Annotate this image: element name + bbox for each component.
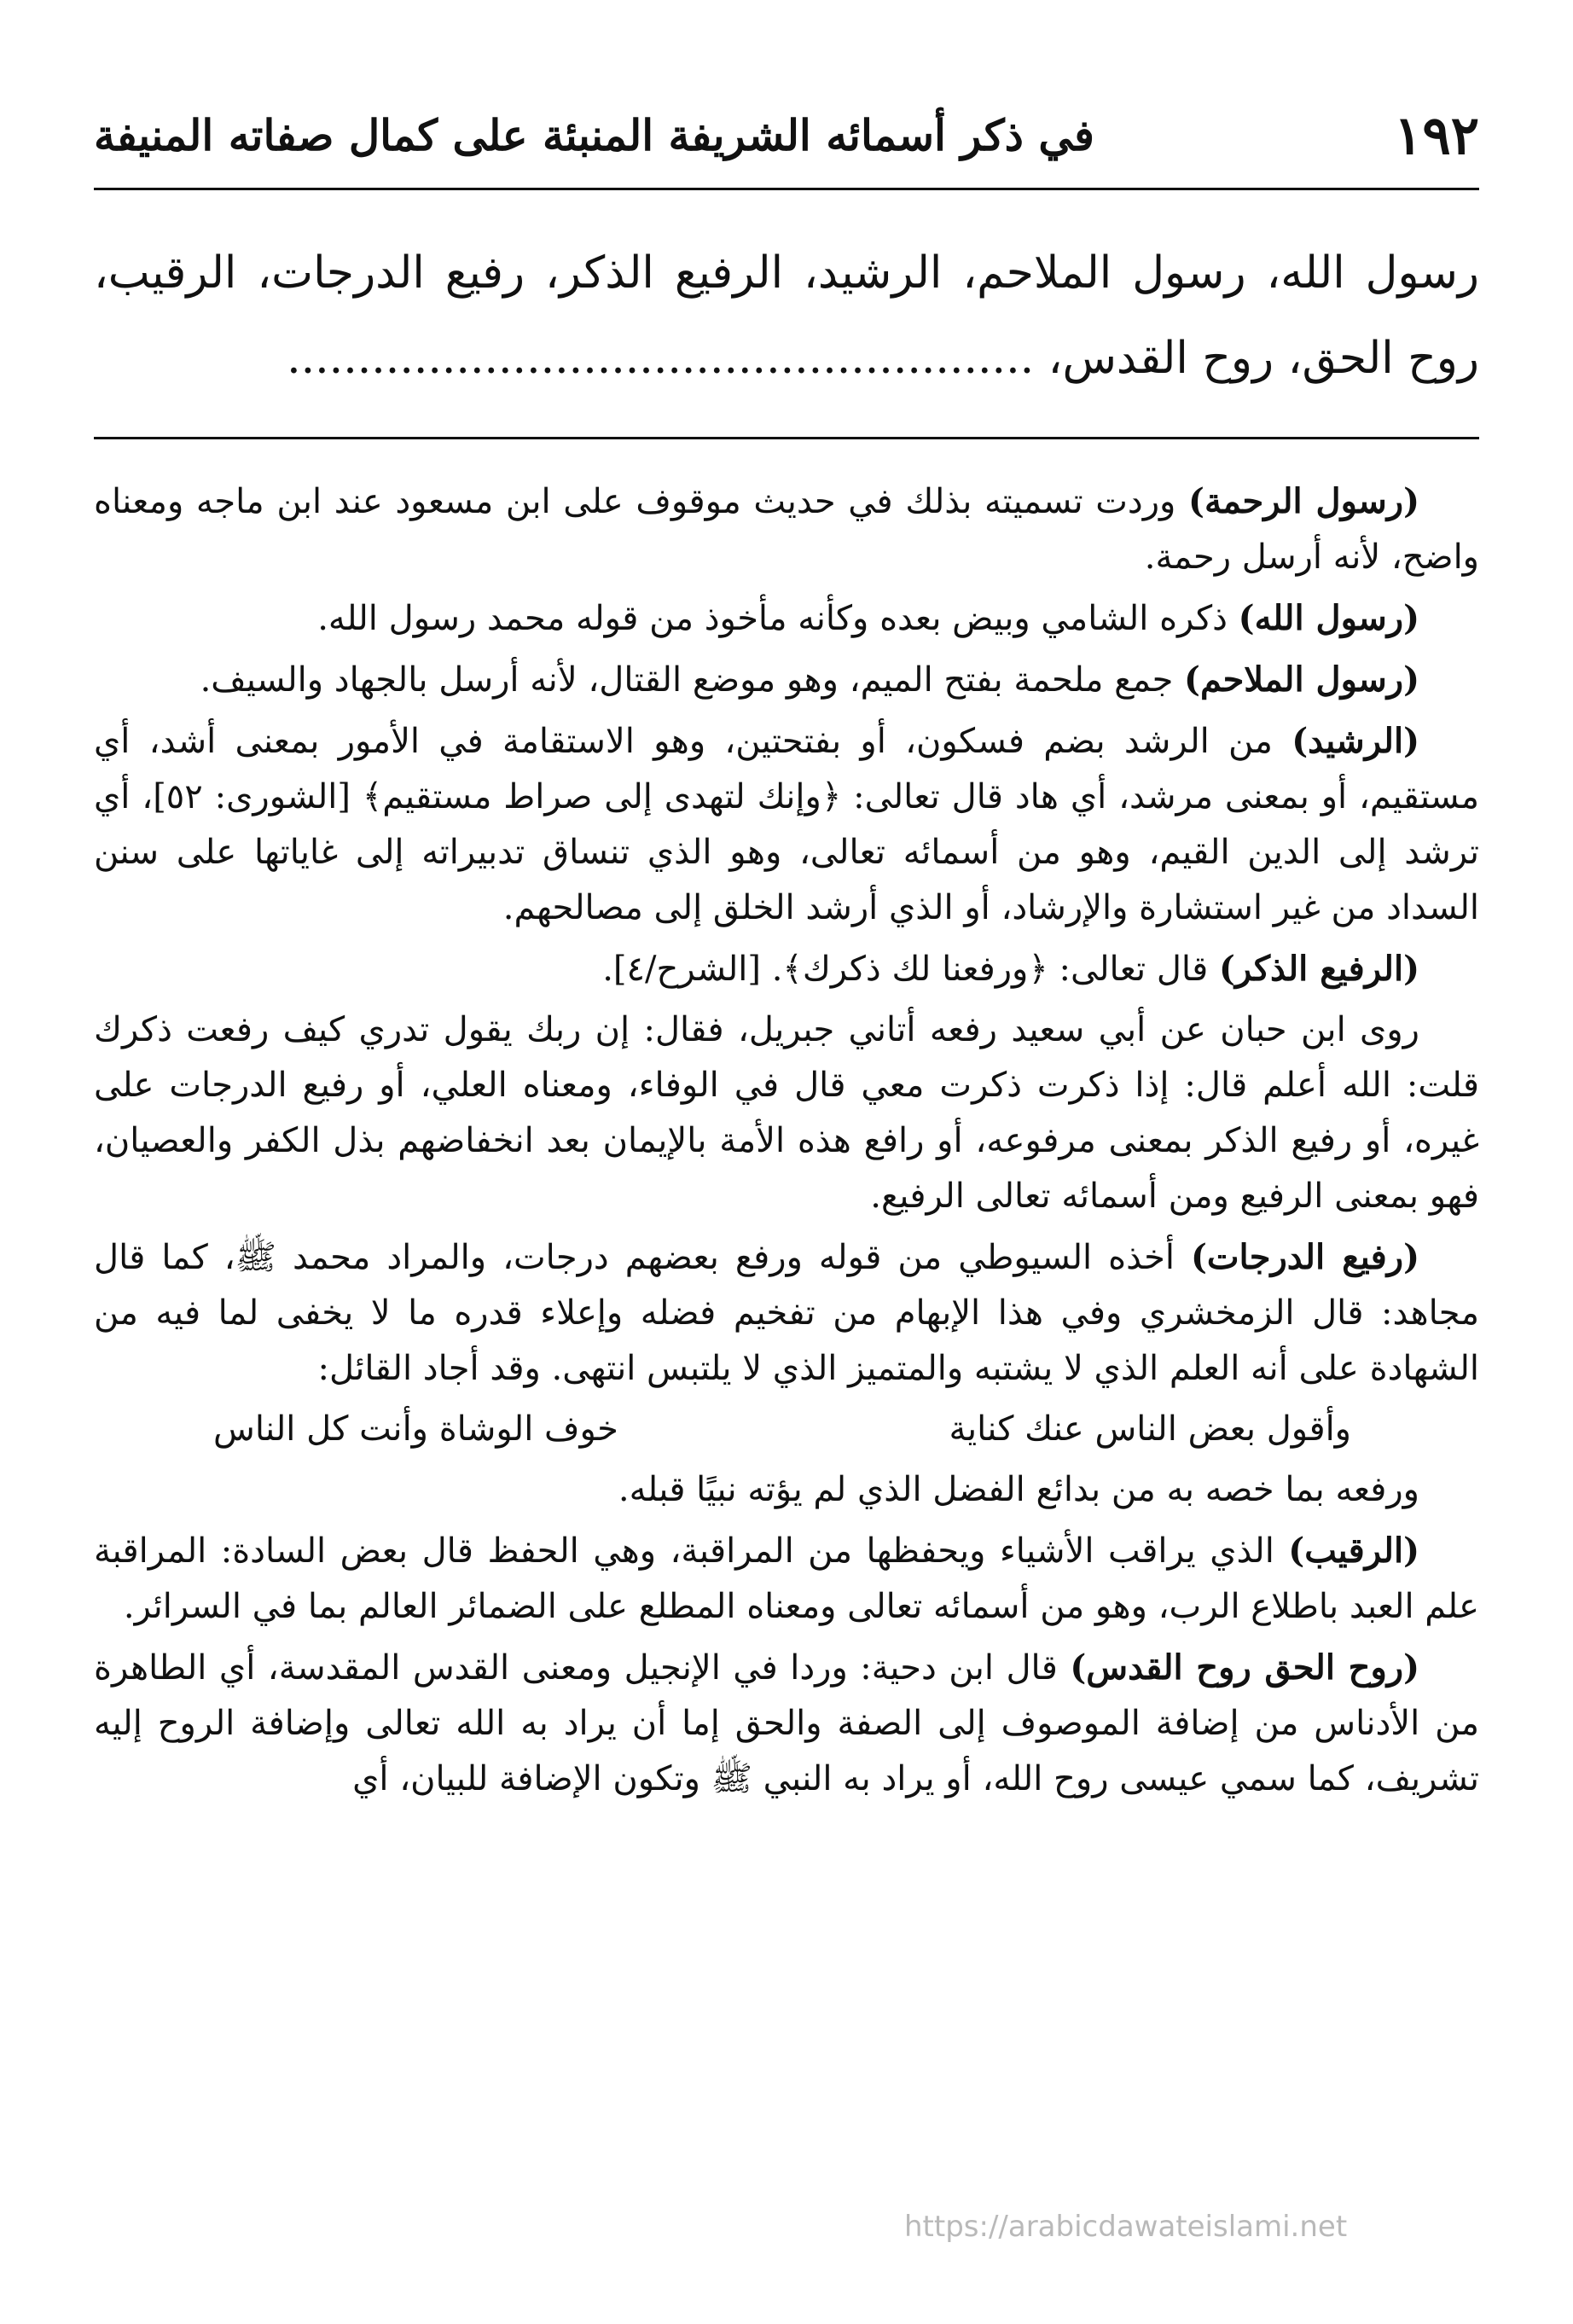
entry-term: (رفيع الدرجات) xyxy=(1190,1237,1420,1277)
entry-term: (الرشيد) xyxy=(1291,721,1419,761)
poetry-verse xyxy=(94,1402,1479,1457)
commentary-paragraph xyxy=(94,1640,1479,1807)
entry-term: (رسول الملاحم) xyxy=(1184,659,1419,700)
commentary-paragraph xyxy=(94,1002,1479,1224)
commentary xyxy=(94,474,1479,1812)
entry-text: روى ابن حبان عن أبي سعيد رفعه أتاني جبريل، فقال: إن ربك يقول تدري كيف رفعت ذكرك قلت: الله أعلم قال: إذا ذكرت ذكرت معي قال في الوفاء، ومعناه العلي، أو رفيع الدرجات على غيره، أو رفيع الذكر بمعنى مرفوعه، أو رافع هذه الأمة بالإيمان بعد انخفاضهم بذل الكفر والعصيان، فهو بمعنى الرفيع ومن أسمائه تعالى الرفيع. xyxy=(94,1010,1479,1216)
section-rule xyxy=(94,437,1479,439)
entry-term: (رسول الرحمة) xyxy=(1188,481,1419,521)
entry-text: أخذه السيوطي من قوله ورفع بعضهم درجات، والمراد محمد ﷺ، كما قال مجاهد: قال الزمخشري وفي هذا الإبهام من تفخيم فضله وإعلاء قدره ما لا يخفى لما فيه من الشهادة على أنه العلم الذي لا يشتبه والمتميز الذي لا يلتبس انتهى. وقد أجاد القائل: xyxy=(94,1238,1479,1388)
commentary-paragraph xyxy=(94,1229,1479,1397)
running-head: في ذكر أسمائه الشريفة المنبئة على كمال صفاته المنيفة xyxy=(94,109,1094,160)
commentary-paragraph xyxy=(94,590,1479,647)
commentary-paragraph xyxy=(94,652,1479,708)
entry-text: ورفعه بما خصه به من بدائع الفضل الذي لم يؤته نبيًا قبله. xyxy=(618,1470,1419,1509)
commentary-paragraph xyxy=(94,1523,1479,1635)
watermark-url: https://arabicdawateislami.net xyxy=(904,2210,1348,2244)
entry-text: وردت تسميته بذلك في حديث موقوف على ابن مسعود عند ابن ماجه ومعناه واضح، لأنه أرسل رحمة. xyxy=(94,482,1479,577)
entry-text: الذي يراقب الأشياء ويحفظها من المراقبة، وهي الحفظ قال بعض السادة: المراقبة علم العبد باطلاع الرب، وهو من أسمائه تعالى ومعناه المطلع على الضمائر العالم بما في السرائر. xyxy=(94,1531,1479,1626)
verse-second-hemistich: خوف الوشاة وأنت كل الناس xyxy=(213,1409,618,1449)
entry-term: (الرقيب) xyxy=(1288,1531,1419,1571)
entry-term: (الرفيع الذكر) xyxy=(1218,949,1419,989)
page-header xyxy=(94,101,1479,169)
verse-first-hemistich: وأقول بعض الناس عنك كناية xyxy=(949,1409,1351,1449)
entry-term: (رسول الله) xyxy=(1238,598,1419,638)
entry-text: ذكره الشامي وبيض بعده وكأنه مأخوذ من قوله محمد رسول الله. xyxy=(317,599,1239,638)
entry-text: قال تعالى: ﴿ورفعنا لك ذكرك﴾. [الشرح/٤]. xyxy=(602,950,1219,989)
main-text-dots: ..................................................... xyxy=(287,333,1035,384)
commentary-paragraph xyxy=(94,474,1479,585)
entry-text: جمع ملحمة بفتح الميم، وهو موضع القتال، لأنه أرسل بالجهاد والسيف. xyxy=(200,660,1185,700)
entry-text: قال ابن دحية: وردا في الإنجيل ومعنى القدس المقدسة، أي الطاهرة من الأدناس من إضافة الموصوف إلى الصفة والحق إما أن يراد به الله تعالى وإضافة الروح إليه تشريف، كما سمي عيسى روح الله، أو يراد به النبي ﷺ وتكون الإضافة للبيان، أي xyxy=(94,1648,1479,1798)
entry-text: من الرشد بضم فسكون، أو بفتحتين، وهو الاستقامة في الأمور بمعنى أشد، أي مستقيم، أو بمعنى مرشد، أي هاد قال تعالى: ﴿وإنك لتهدى إلى صراط مستقيم﴾ [الشورى: ٥٢]، أي ترشد إلى الدين القيم، وهو من أسمائه تعالى، وهو الذي تنساق تدبيراته إلى غاياتها على سنن السداد من غير استشارة والإرشاد، أو الذي أرشد الخلق إلى مصالحهم. xyxy=(94,722,1479,927)
main-text-body: رسول الله، رسول الملاحم، الرشيد، الرفيع الذكر، رفيع الدرجات، الرقيب، روح الحق، روح القدس، xyxy=(94,247,1479,384)
commentary-paragraph xyxy=(94,1462,1479,1518)
main-text xyxy=(94,230,1479,401)
page-number: ١٩٢ xyxy=(1394,103,1479,166)
commentary-paragraph xyxy=(94,713,1479,936)
commentary-paragraph xyxy=(94,941,1479,997)
header-rule xyxy=(94,188,1479,190)
entry-term: (روح الحق روح القدس) xyxy=(1070,1647,1419,1688)
